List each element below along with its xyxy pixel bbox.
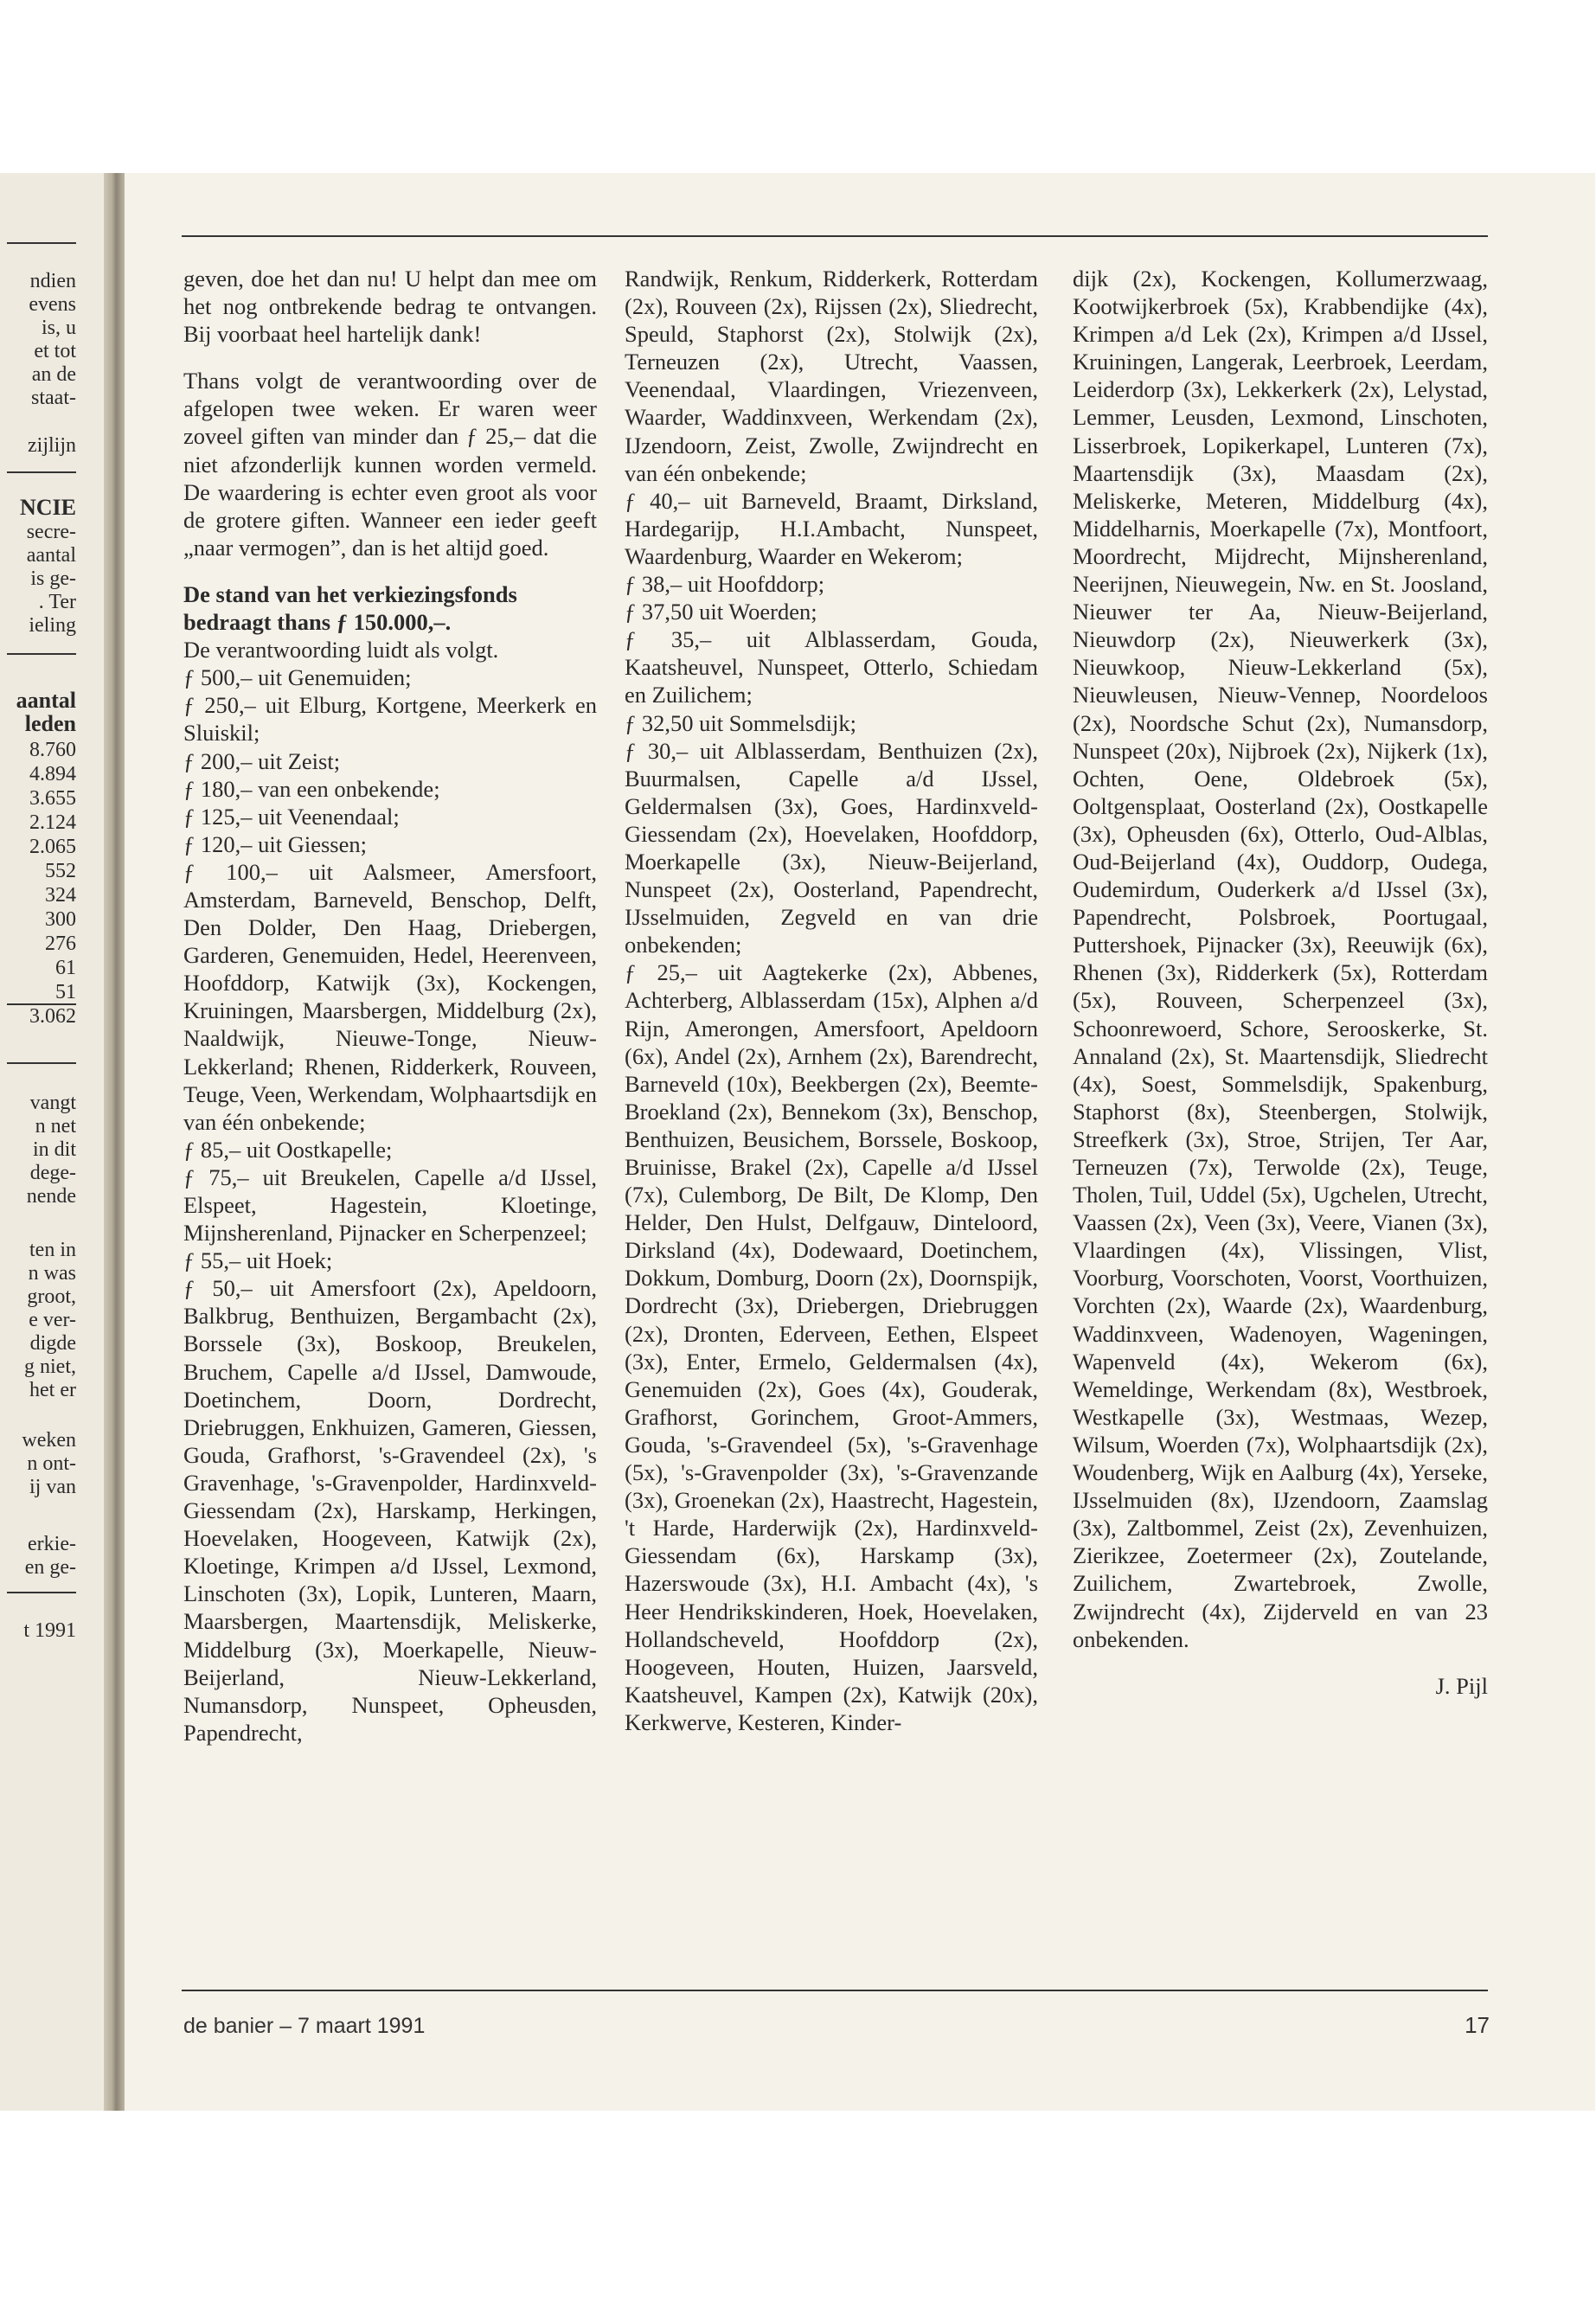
facing-page-fragment: dege- bbox=[29, 1162, 76, 1184]
facing-page-fragment: erkie- bbox=[28, 1533, 76, 1555]
donation-entry: ƒ 38,– uit Hoofddorp; bbox=[625, 571, 825, 598]
donation-entry: ƒ 55,– uit Hoek; bbox=[183, 1247, 333, 1274]
facing-page-fragment: 61 bbox=[55, 957, 76, 979]
facing-page-fragment: ij van bbox=[29, 1476, 76, 1498]
facing-page-fragment: g niet, bbox=[24, 1356, 76, 1378]
text-column-1 bbox=[183, 265, 597, 1747]
facing-page-fragment: evens bbox=[29, 293, 76, 316]
donation-entry: ƒ 40,– uit Barneveld, Braamt, Dirksland, Hardegarijp, H.I.Ambacht, Nunspeet, Waardenburg, Waarder en Wekerom; bbox=[625, 487, 1038, 569]
donation-entry: ƒ 200,– uit Zeist; bbox=[183, 747, 341, 774]
donation-entry: ƒ 125,– uit Veenendaal; bbox=[183, 803, 400, 830]
text-column-3 bbox=[1073, 265, 1488, 1700]
facing-page-fragment: nende bbox=[26, 1185, 76, 1208]
facing-page-fragment: 8.760 bbox=[29, 739, 76, 761]
facing-page-fragment: in dit bbox=[32, 1138, 76, 1161]
facing-page-fragment: an de bbox=[31, 363, 76, 386]
facing-page-fragment: t 1991 bbox=[23, 1619, 76, 1642]
facing-page-fragment: 324 bbox=[45, 884, 76, 907]
facing-page-fragment: et tot bbox=[34, 340, 76, 362]
facing-page-fragment: het er bbox=[29, 1379, 76, 1401]
donation-entry: ƒ 85,– uit Oostkapelle; bbox=[183, 1136, 393, 1163]
page-number: 17 bbox=[1465, 2012, 1490, 2038]
bottom-rule bbox=[182, 1990, 1488, 1991]
facing-page-fragment: 2.124 bbox=[29, 811, 76, 834]
donation-entry: ƒ 500,– uit Genemuiden; bbox=[183, 664, 412, 691]
facing-page-rule bbox=[7, 242, 76, 244]
donation-entry: ƒ 100,– uit Aalsmeer, Amersfoort, Amsterdam, Barneveld, Benschop, Delft, Den Dolder, Den Haag, Driebergen, Garderen, Genemuiden, Hedel, Heerenveen, Hoofddorp, Katwijk (3x), Kockengen, Kruiningen, Maarsbergen, Middelburg (2x), Naaldwijk, Nieuwe-Tonge, Nieuw-Lekkerland; Rhenen, Ridderkerk, Rouveen, Teuge, Veen, Werkendam, Wolphaartsdijk en van één onbekende; bbox=[183, 858, 597, 1135]
book-gutter bbox=[104, 173, 125, 2111]
facing-page-fragment: zijlijn bbox=[28, 434, 76, 457]
donation-entry: ƒ 32,50 uit Sommelsdijk; bbox=[625, 709, 856, 736]
accountability-intro: De verantwoording luidt als volgt. bbox=[183, 637, 499, 663]
donation-entry: ƒ 250,– uit Elburg, Kortgene, Meerkerk en Sluiskil; bbox=[183, 692, 597, 747]
facing-page-fragment: 552 bbox=[45, 860, 76, 882]
facing-page-fragment: ndien bbox=[29, 270, 76, 292]
donation-entry: ƒ 50,– uit Amersfoort (2x), Apeldoorn, Balkbrug, Benthuizen, Bergambacht (2x), Borssele (3x), Boskoop, Breukelen, Bruchem, Capelle a/d IJssel, Damwoude, Doetinchem, Doorn, Dordrecht, Driebruggen, Enkhuizen, Gameren, Giessen, Gouda, Grafhorst, 's-Gravendeel (2x), 's Gravenhage, 's-Gravenpolder, Hardinxveld-Giessendam (2x), Harskamp, Herkingen, Hoevelaken, Hoogeveen, Katwijk (2x), Kloetinge, Krimpen a/d IJssel, Lexmond, Linschoten (3x), Lopik, Lunteren, Maarn, Maarsbergen, Maartensdijk, Meliskerke, Middelburg (3x), Moerkapelle, Nieuw-Beijerland, Nieuw-Lekkerland, Numansdorp, Nunspeet, Opheusden, Papendrecht, bbox=[183, 1275, 597, 1746]
donation-entry: Randwijk, Renkum, Ridderkerk, Rotterdam (2x), Rouveen (2x), Rijssen (2x), Sliedrecht, Speuld, Staphorst (2x), Stolwijk (2x), Terneuzen (2x), Utrecht, Vaassen, Veenendaal, Vlaardingen, Vriezenveen, Waarder, Waddinxveen, Werkendam (2x), IJzendoorn, Zeist, Zwolle, Zwijndrecht en van één onbekende; bbox=[625, 266, 1038, 486]
facing-page-fragment: 4.894 bbox=[29, 763, 76, 785]
text-column-2 bbox=[625, 265, 1038, 1736]
facing-page-fragment: leden bbox=[24, 711, 76, 736]
facing-page-fragment: digde bbox=[29, 1332, 76, 1355]
donation-entry: ƒ 75,– uit Breukelen, Capelle a/d IJssel, Elspeet, Hagestein, Kloetinge, Mijnsherenland, Pijnacker en Scherpenzeel; bbox=[183, 1163, 597, 1247]
donation-entry: ƒ 120,– uit Giessen; bbox=[183, 830, 367, 857]
donation-entry: ƒ 37,50 uit Woerden; bbox=[625, 599, 817, 625]
facing-page-fragment: NCIE bbox=[19, 495, 76, 520]
donation-entry: ƒ 25,– uit Aagtekerke (2x), Abbenes, Achterberg, Alblasserdam (15x), Alphen a/d Rijn, Amerongen, Amersfoort, Apeldoorn (6x), Andel (2x), Arnhem (2x), Barendrecht, Barneveld (10x), Beekbergen (2x), Beemte-Broekland (2x), Bennekom (3x), Benschop, Benthuizen, Beusichem, Borssele, Boskoop, Bruinisse, Brakel (2x), Capelle a/d IJssel (7x), Culemborg, De Bilt, De Klomp, Den Helder, Den Hulst, Delfgauw, Dinteloord, Dirksland (4x), Dodewaard, Doetinchem, Dokkum, Domburg, Doorn (2x), Doornspijk, Dordrecht (3x), Driebergen, Driebruggen (2x), Dronten, Ederveen, Eethen, Elspeet (3x), Enter, Ermelo, Geldermalsen (4x), Genemuiden (2x), Goes (4x), Gouderak, Grafhorst, Gorinchem, Groot-Ammers, Gouda, 's-Gravendeel (5x), 's-Gravenhage (5x), 's-Gravenpolder (3x), 's-Gravenzande (3x), Groenekan (2x), Haastrecht, Hagestein, 't Harde, Harderwijk (2x), Hardinxveld-Giessendam (6x), Harskamp (3x), Hazerswoude (3x), H.I. Ambacht (4x), 's Heer Hendrikskinderen, Hoek, Hoevelaken, Hollandscheveld, Hoofddorp (2x), Hoogeveen, Houten, Huizen, Jaarsveld, Kaatsheuvel, Kampen (2x), Katwijk (20x), Kerkwerve, Kesteren, Kinder- bbox=[625, 959, 1038, 1735]
donation-list-continued: dijk (2x), Kockengen, Kollumerzwaag, Kootwijkerbroek (5x), Krabbendijke (4x), Krimpen a/d Lek (2x), Krimpen a/d IJssel, Kruiningen, Langerak, Leerbroek, Leerdam, Leiderdorp (3x), Lekkerkerk (2x), Lelystad, Lemmer, Leusden, Lexmond, Linschoten, Lisserbroek, Lopikerkapel, Lunteren (7x), Maartensdijk (3x), Maasdam (2x), Meliskerke, Meteren, Middelburg (4x), Middelharnis, Moerkapelle (7x), Montfoort, Moordrecht, Mijdrecht, Mijnsherenland, Neerijnen, Nieuwegein, Nw. en St. Joosland, Nieuwer ter Aa, Nieuw-Beijerland, Nieuwdorp (2x), Nieuwerkerk (3x), Nieuwkoop, Nieuw-Lekkerland (5x), Nieuwleusen, Nieuw-Vennep, Noordeloos (2x), Noordsche Schut (2x), Numansdorp, Nunspeet (20x), Nijbroek (2x), Nijkerk (1x), Ochten, Oene, Oldebroek (5x), Ooltgensplaat, Oosterland (2x), Oostkapelle (3x), Opheusden (6x), Otterlo, Oud-Alblas, Oud-Beijerland (4x), Ouddorp, Oudega, Oudemirdum, Ouderkerk a/d IJssel (3x), Papendrecht, Polsbroek, Poortugaal, Puttershoek, Pijnacker (3x), Reeuwijk (6x), Rhenen (3x), Ridderkerk (5x), Rotterdam (5x), Rouveen, Scherpenzeel (3x), Schoonrewoerd, Schore, Serooskerke, St. Annaland (2x), St. Maartensdijk, Sliedrecht (4x), Soest, Sommelsdijk, Spakenburg, Staphorst (8x), Steenbergen, Stolwijk, Streefkerk (3x), Stroe, Strijen, Ter Aar, Terneuzen (7x), Terwolde (2x), Teuge, Tholen, Tuil, Uddel (5x), Ugchelen, Utrecht, Vaassen (2x), Veen (3x), Veere, Vianen (3x), Vlaardingen (4x), Vlissingen, Vlist, Voorburg, Voorschoten, Voorst, Voorthuizen, Vorchten (2x), Waarde (2x), Waardenburg, Waddinxveen, Wadenoyen, Wageningen, Wapenveld (4x), Wekerom (6x), Wemeldinge, Werkendam (8x), Westbroek, Westkapelle (3x), Westmaas, Wezep, Wilsum, Woerden (7x), Wolphaartsdijk (2x), Woudenberg, Wijk en Aalburg (4x), Yerseke, IJsselmuiden (8x), IJzendoorn, Zaamslag (3x), Zaltbommel, Zeist (2x), Zevenhuizen, Zierikzee, Zoetermeer (2x), Zoutelande, Zuilichem, Zwartebroek, Zwolle, Zwijndrecht (4x), Zijderveld en van 23 onbekenden. bbox=[1073, 266, 1488, 1652]
facing-page-fragment: . Ter bbox=[38, 591, 76, 613]
paragraph-accountability: Thans volgt de verantwoording over de afgelopen twee weken. Er waren weer zoveel giften van minder dan ƒ 25,– dat die niet afzonderlijk kunnen worden vermeld. De waardering is echter even groot als voor de grotere giften. Wanneer een ieder geeft „naar vermogen”, dan is het altijd goed. bbox=[183, 368, 597, 561]
facing-page-fragment: is, u bbox=[41, 317, 76, 339]
facing-page-fragment: ieling bbox=[29, 614, 76, 637]
facing-page-fragment: staat- bbox=[31, 387, 76, 409]
facing-page-fragment: 3.062 bbox=[29, 1005, 76, 1028]
facing-page-fragment: 3.655 bbox=[29, 787, 76, 810]
facing-page-fragment: en ge- bbox=[24, 1556, 76, 1579]
facing-page-rule bbox=[7, 653, 76, 655]
facing-page-fragment: vangt bbox=[29, 1092, 76, 1114]
facing-page-rule bbox=[7, 1062, 76, 1064]
fund-status-heading: De stand van het verkiezingsfonds bedraagt thans ƒ 150.000,–. bbox=[183, 580, 517, 636]
facing-page-rule bbox=[7, 1003, 76, 1005]
facing-page-fragment: 300 bbox=[45, 908, 76, 931]
facing-page-rule bbox=[7, 1592, 76, 1593]
facing-page-fragment: groot, bbox=[27, 1285, 76, 1308]
donation-entry: ƒ 30,– uit Alblasserdam, Benthuizen (2x), Buurmalsen, Capelle a/d IJssel, Geldermalsen (3x), Goes, Hardinxveld-Giessendam (2x), Hoevelaken, Hoofddorp, Moerkapelle (3x), Nieuw-Beijerland, Nunspeet (2x), Oosterland, Papendrecht, IJsselmuiden, Zegveld en van drie onbekenden; bbox=[625, 737, 1038, 958]
facing-page-fragment: is ge- bbox=[30, 567, 76, 590]
donation-entry: ƒ 180,– van een onbekende; bbox=[183, 775, 440, 802]
facing-page-fragment: n was bbox=[28, 1262, 76, 1285]
top-rule bbox=[182, 235, 1488, 237]
facing-page-fragment: aantal bbox=[16, 688, 76, 713]
facing-page-fragment: secre- bbox=[26, 521, 76, 543]
donation-entry: ƒ 35,– uit Alblasserdam, Gouda, Kaatsheuvel, Nunspeet, Otterlo, Schiedam en Zuilichem; bbox=[625, 626, 1038, 708]
facing-page-fragment: n net bbox=[35, 1115, 76, 1138]
facing-page-fragment: weken bbox=[22, 1429, 76, 1452]
facing-page-fragment: aantal bbox=[26, 544, 76, 567]
facing-page-fragment: n ont- bbox=[27, 1452, 76, 1475]
facing-page-fragment: ten in bbox=[29, 1239, 76, 1261]
author-signature: J. Pijl bbox=[1435, 1672, 1488, 1699]
facing-page-rule bbox=[7, 471, 76, 473]
paragraph-appeal: geven, doe het dan nu! U helpt dan mee om het nog ontbrekende bedrag te ontvangen. Bij voorbaat heel hartelijk dank! bbox=[183, 266, 597, 348]
facing-page-fragment: 2.065 bbox=[29, 836, 76, 858]
facing-page-edge bbox=[0, 173, 104, 2111]
footer-publication: de banier – 7 maart 1991 bbox=[183, 2014, 426, 2038]
facing-page-fragment: e ver- bbox=[29, 1309, 76, 1331]
facing-page-fragment: 51 bbox=[55, 981, 76, 1003]
facing-page-fragment: 276 bbox=[45, 933, 76, 955]
